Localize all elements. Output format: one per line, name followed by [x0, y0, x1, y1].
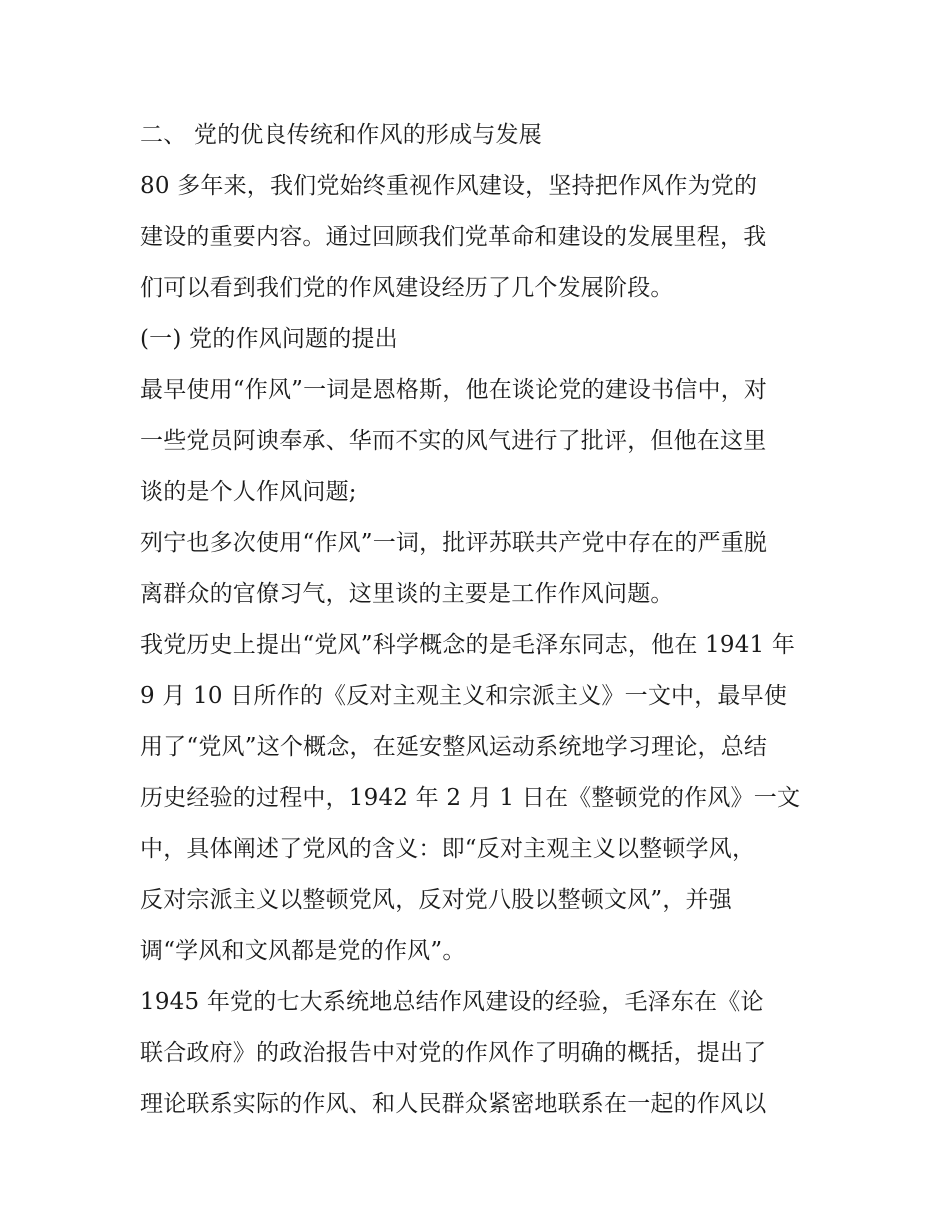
paragraph-line: 80 多年来，我们党始终重视作风建设，坚持把作风作为党的: [140, 173, 758, 199]
paragraph-line: 建设的重要内容。通过回顾我们党革命和建设的发展里程，我: [140, 224, 767, 250]
paragraph-line: 我党历史上提出“党风”科学概念的是毛泽东同志，他在 1941 年: [140, 632, 796, 658]
paragraph-line: 谈的是个人作风问题;: [140, 479, 357, 505]
paragraph-line: 理论联系实际的作风、和人民群众紧密地联系在一起的作风以: [140, 1091, 767, 1117]
paragraph-line: 1945 年党的七大系统地总结作风建设的经验，毛泽东在《论: [140, 989, 764, 1015]
paragraph-line: 9 月 10 日所作的《反对主观主义和宗派主义》一文中，最早使: [140, 683, 788, 709]
paragraph-line: 反对宗派主义以整顿党风，反对党八股以整顿文风”，并强: [140, 887, 732, 913]
paragraph-line: 离群众的官僚习气，这里谈的主要是工作作风问题。: [140, 581, 674, 607]
paragraph-line: 调“学风和文风都是党的作风”。: [140, 938, 466, 964]
paragraph-line: 们可以看到我们党的作风建设经历了几个发展阶段。: [140, 275, 674, 301]
paragraph-line: 中，具体阐述了党风的含义：即“反对主观主义以整顿学风，: [140, 836, 756, 862]
paragraph-line: 最早使用“作风”一词是恩格斯，他在谈论党的建设书信中，对: [140, 377, 768, 403]
subsection-heading: (一) 党的作风问题的提出: [140, 326, 398, 352]
paragraph-line: 历史经验的过程中，1942 年 2 月 1 日在《整顿党的作风》一文: [140, 785, 801, 811]
paragraph-line: 联合政府》的政治报告中对党的作风作了明确的概括，提出了: [140, 1040, 767, 1066]
paragraph-line: 一些党员阿谀奉承、华而不实的风气进行了批评，但他在这里: [140, 428, 767, 454]
document-body: [140, 110, 820, 1130]
section-heading: 二、 党的优良传统和作风的形成与发展: [140, 122, 542, 148]
paragraph-line: 列宁也多次使用“作风”一词，批评苏联共产党中存在的严重脱: [140, 530, 768, 556]
paragraph-line: 用了“党风”这个概念，在延安整风运动系统地学习理论，总结: [140, 734, 768, 760]
